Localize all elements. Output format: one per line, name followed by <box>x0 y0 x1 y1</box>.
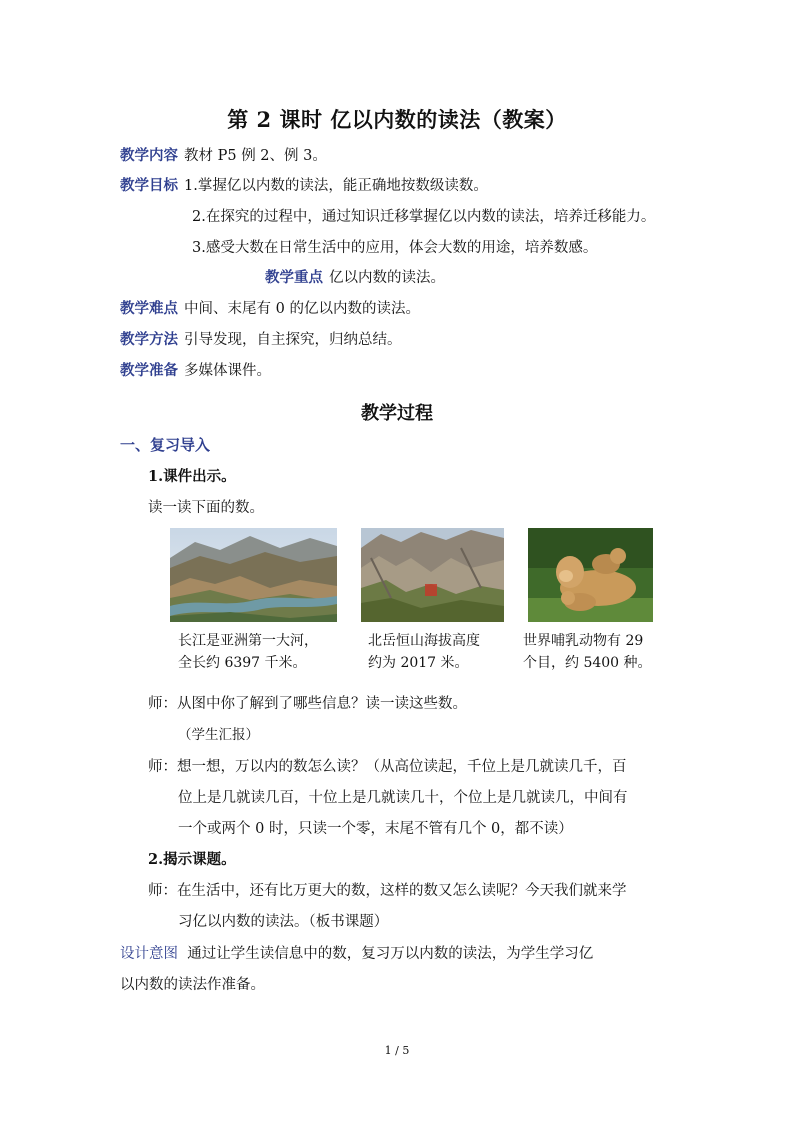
key-point-label: 教学重点 <box>265 269 323 286</box>
difficulty-row <box>120 299 420 319</box>
caption-river-line2: 全长约 6397 千米。 <box>178 655 307 671</box>
goal-item-3: 3.感受大数在日常生活中的应用，体会大数的用途，培养数感。 <box>192 240 598 256</box>
method-label: 教学方法 <box>120 331 178 348</box>
method-text: 引导发现，自主探究，归纳总结。 <box>184 332 402 348</box>
sub-heading-1: 1.课件出示。 <box>148 468 236 485</box>
page-number: 1 / 5 <box>384 1044 410 1057</box>
prep-text: 多媒体课件。 <box>184 363 271 379</box>
design-intent <box>120 939 593 1001</box>
section1-heading: 一、复习导入 <box>120 436 211 454</box>
instruction-text: 读一读下面的数。 <box>148 500 264 516</box>
design-intent-line2: 以内数的读法作准备。 <box>120 977 265 993</box>
difficulty-text: 中间、末尾有 0 的亿以内数的读法。 <box>184 301 420 317</box>
mountain-photo <box>361 528 504 622</box>
goal-item-1: 1.掌握亿以内数的读法，能正确地按数级读数。 <box>184 178 488 194</box>
prep-row <box>120 361 271 381</box>
caption-mountain-line1: 北岳恒山海拔高度 <box>368 633 480 649</box>
lions-photo <box>528 528 653 622</box>
page-title: 第 2 课时 亿以内数的读法（教案） <box>227 107 567 132</box>
river-photo <box>170 528 337 622</box>
prep-label: 教学准备 <box>120 362 178 379</box>
teacher-question-2-line3: 一个或两个 0 时，只读一个零，末尾不管有几个 0，都不读） <box>178 821 573 837</box>
method-row <box>120 330 402 350</box>
teacher-question-3-line2: 习亿以内数的读法。（板书课题） <box>178 914 389 930</box>
key-point-row <box>265 268 445 288</box>
teacher-question-1: 师：从图中你了解到了哪些信息？读一读这些数。 <box>148 696 467 712</box>
process-title: 教学过程 <box>361 403 433 424</box>
content-text: 教材 P5 例 2、例 3。 <box>184 148 327 164</box>
teacher-question-2-line1: 师：想一想，万以内的数怎么读？（从高位读起，千位上是几就读几千，百 <box>148 759 627 775</box>
key-point-text: 亿以内数的读法。 <box>329 270 445 286</box>
caption-river-line1: 长江是亚洲第一大河， <box>178 633 318 649</box>
caption-mammals-line1: 世界哺乳动物有 29 <box>523 633 644 649</box>
teacher-question-2 <box>148 752 628 845</box>
goals-label: 教学目标 <box>120 177 178 194</box>
design-intent-line1: 通过让学生读信息中的数，复习万以内数的读法，为学生学习亿 <box>187 946 594 962</box>
content-label: 教学内容 <box>120 147 178 164</box>
sub-heading-2: 2.揭示课题。 <box>148 851 236 868</box>
teacher-question-3 <box>148 876 627 938</box>
caption-river <box>178 630 318 674</box>
goal-item-2: 2.在探究的过程中，通过知识迁移掌握亿以内数的读法，培养迁移能力。 <box>192 209 656 225</box>
caption-mountain-line2: 约为 2017 米。 <box>368 655 469 671</box>
caption-mammals <box>523 630 652 674</box>
difficulty-label: 教学难点 <box>120 300 178 317</box>
teacher-question-2-line2: 位上是几就读几百，十位上是几就读几十，个位上是几就读几，中间有 <box>178 790 628 806</box>
content-row <box>120 146 327 166</box>
goals-row <box>120 176 488 196</box>
teacher-question-3-line1: 师：在生活中，还有比万更大的数，这样的数又怎么读呢？今天我们就来学 <box>148 883 627 899</box>
student-report: （学生汇报） <box>178 727 259 743</box>
design-intent-label: 设计意图 <box>120 946 178 962</box>
caption-mammals-line2: 个目，约 5400 种。 <box>523 655 652 671</box>
caption-mountain <box>368 630 480 674</box>
